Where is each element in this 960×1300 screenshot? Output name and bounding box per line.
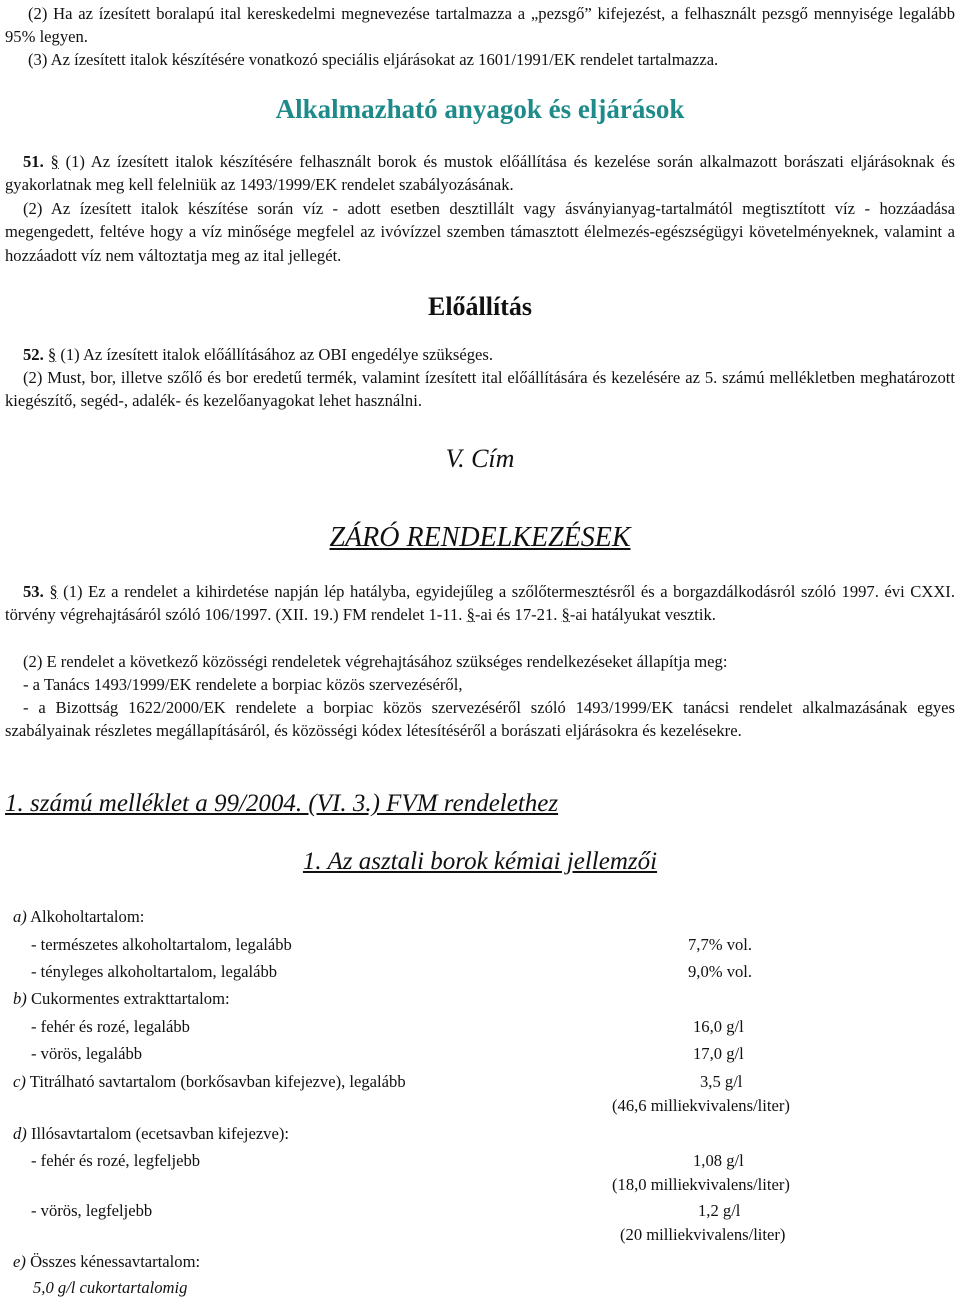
section-53-sign-link-3[interactable]: § — [561, 605, 570, 625]
annex-a1-value: 7,7% vol. — [688, 935, 753, 954]
section-51-p1-text: (1) Az ízesített italok készítésére felhasznált borok és mustok előállítása és kezelése során alkalmazott borászati eljárásoknak és gyakorlatnak meg kell felelniük az 1493/1999/EK rendelet szabályozásának. — [5, 152, 956, 195]
section-53-p2: (2) E rendelet a következő közösségi rendeletek végrehajtásához szükséges rendelkezéseket állapítja meg: — [23, 652, 728, 671]
annex-b-letter: b) — [13, 989, 27, 1008]
annex-e-letter: e) — [13, 1252, 26, 1271]
section-52-sign-link[interactable]: § — [47, 345, 57, 364]
section-53-p1-text-a: (1) Ez a rendelet a kihirdetése napján lép hatályba, egyidejűleg a szőlőtermesztésről és a borgazdálkodásról szóló 1997. évi CXXI. törvény végrehajtásáról szóló 106/1997. (XII. 19.) FM rendelet 1-11. — [5, 582, 955, 625]
paragraph-3-special-procedures: (3) Az ízesített italok készítésére vonatkozó speciális eljárásokat az 1601/1991/EK rendelet tartalmazza. — [28, 50, 719, 69]
annex-d2-value: 1,2 g/l — [698, 1201, 741, 1220]
heading-materials: Alkalmazható anyagok és eljárások — [275, 94, 685, 124]
annex-title: 1. számú melléklet a 99/2004. (VI. 3.) FVM rendelethez — [5, 790, 559, 817]
section-53-sign-link-2[interactable]: § — [466, 605, 475, 625]
section-51-number: 51. — [23, 152, 44, 171]
annex-c-label: Titrálható savtartalom (borkősavban kifejezve), legalább — [29, 1072, 406, 1091]
paragraph-2-pezsgo: (2) Ha az ízesített boralapú ital kereskedelmi megnevezése tartalmazza a „pezsgő” kifejezést, a felhasznált pezsgő mennyisége legalább 95% legyen. — [5, 4, 955, 47]
annex-c-letter: c) — [13, 1072, 26, 1091]
section-51-p1 — [5, 150, 955, 197]
annex-a2-value: 9,0% vol. — [688, 962, 753, 981]
title-part-v: V. Cím — [445, 444, 515, 473]
annex-a-label: Alkoholtartalom: — [30, 907, 145, 926]
annex-a2-label: - tényleges alkoholtartalom, legalább — [31, 962, 278, 981]
annex-b1-value: 16,0 g/l — [693, 1017, 744, 1036]
annex-a-letter: a) — [13, 907, 27, 926]
annex-c-sub: (46,6 milliekvivalens/liter) — [612, 1096, 790, 1115]
annex-b2-value: 17,0 g/l — [693, 1044, 744, 1063]
annex-e1-text: 5,0 g/l cukortartalomig — [33, 1278, 188, 1297]
annex-d1-label: - fehér és rozé, legfeljebb — [31, 1151, 201, 1170]
annex-subtitle: 1. Az asztali borok kémiai jellemzői — [302, 848, 658, 875]
annex-d-label: Illósavtartalom (ecetsavban kifejezve): — [30, 1124, 289, 1143]
section-53-p1 — [5, 580, 955, 627]
section-52-number: 52. — [23, 345, 44, 364]
section-51-p2: (2) Az ízesített italok készítése során víz - adott esetben desztillált vagy ásványianyag-tartalmától megtisztított víz - hozzáadása megengedett, feltéve hogy a víz minősége megfelel az ivóvízzel szemben támasztott élelmezés-egészségügyi követelményeknek, valamint a hozzáadott víz nem változtatja meg az ital jellegét. — [5, 199, 955, 265]
heading-production: Előállítás — [427, 292, 532, 321]
section-52-p1-text: (1) Az ízesített italok előállításához az OBI engedélye szükséges. — [60, 345, 494, 364]
section-53-number: 53. — [23, 582, 44, 601]
title-final-provisions: ZÁRÓ RENDELKEZÉSEK — [329, 522, 631, 553]
annex-a1-label: - természetes alkoholtartalom, legalább — [31, 935, 292, 954]
section-52-p2: (2) Must, bor, illetve szőlő és bor eredetű termék, valamint ízesített ital előállítására és kezelésére az 5. számú mellékletben meghatározott kiegészítő, segéd-, adalék- és kezelőanyagokat lehet használni. — [5, 368, 955, 411]
section-51-sign-link[interactable]: § — [50, 152, 59, 171]
section-53-p1-text-b: -ai és 17-21. — [474, 605, 558, 625]
annex-d2-label: - vörös, legfeljebb — [31, 1201, 153, 1220]
annex-b-label: Cukormentes extrakttartalom: — [30, 989, 230, 1008]
annex-d-letter: d) — [13, 1124, 27, 1143]
section-52-p1 — [23, 343, 955, 366]
section-53-p1-text-c: -ai hatályukat vesztik. — [569, 605, 716, 625]
annex-c-value: 3,5 g/l — [700, 1072, 743, 1091]
annex-d1-value: 1,08 g/l — [693, 1151, 744, 1170]
annex-d1-sub: (18,0 milliekvivalens/liter) — [612, 1175, 790, 1194]
section-53-item1: - a Tanács 1493/1999/EK rendelete a borpiac közös szervezéséről, — [23, 675, 463, 694]
annex-d2-sub: (20 milliekvivalens/liter) — [620, 1225, 786, 1244]
annex-b2-label: - vörös, legalább — [31, 1044, 143, 1063]
annex-b1-label: - fehér és rozé, legalább — [31, 1017, 190, 1036]
section-53-item2: - a Bizottság 1622/2000/EK rendelete a borpiac közös szervezéséről szóló 1493/1999/EK tanácsi rendelet alkalmazásának egyes szabályainak részletes megállapításáról, és közösségi kódex létesítéséről a borászati eljárásokra és kezelésekre. — [5, 698, 955, 741]
section-53-sign-link[interactable]: § — [49, 582, 58, 601]
annex-e-label: Összes kénessavtartalom: — [30, 1252, 201, 1271]
